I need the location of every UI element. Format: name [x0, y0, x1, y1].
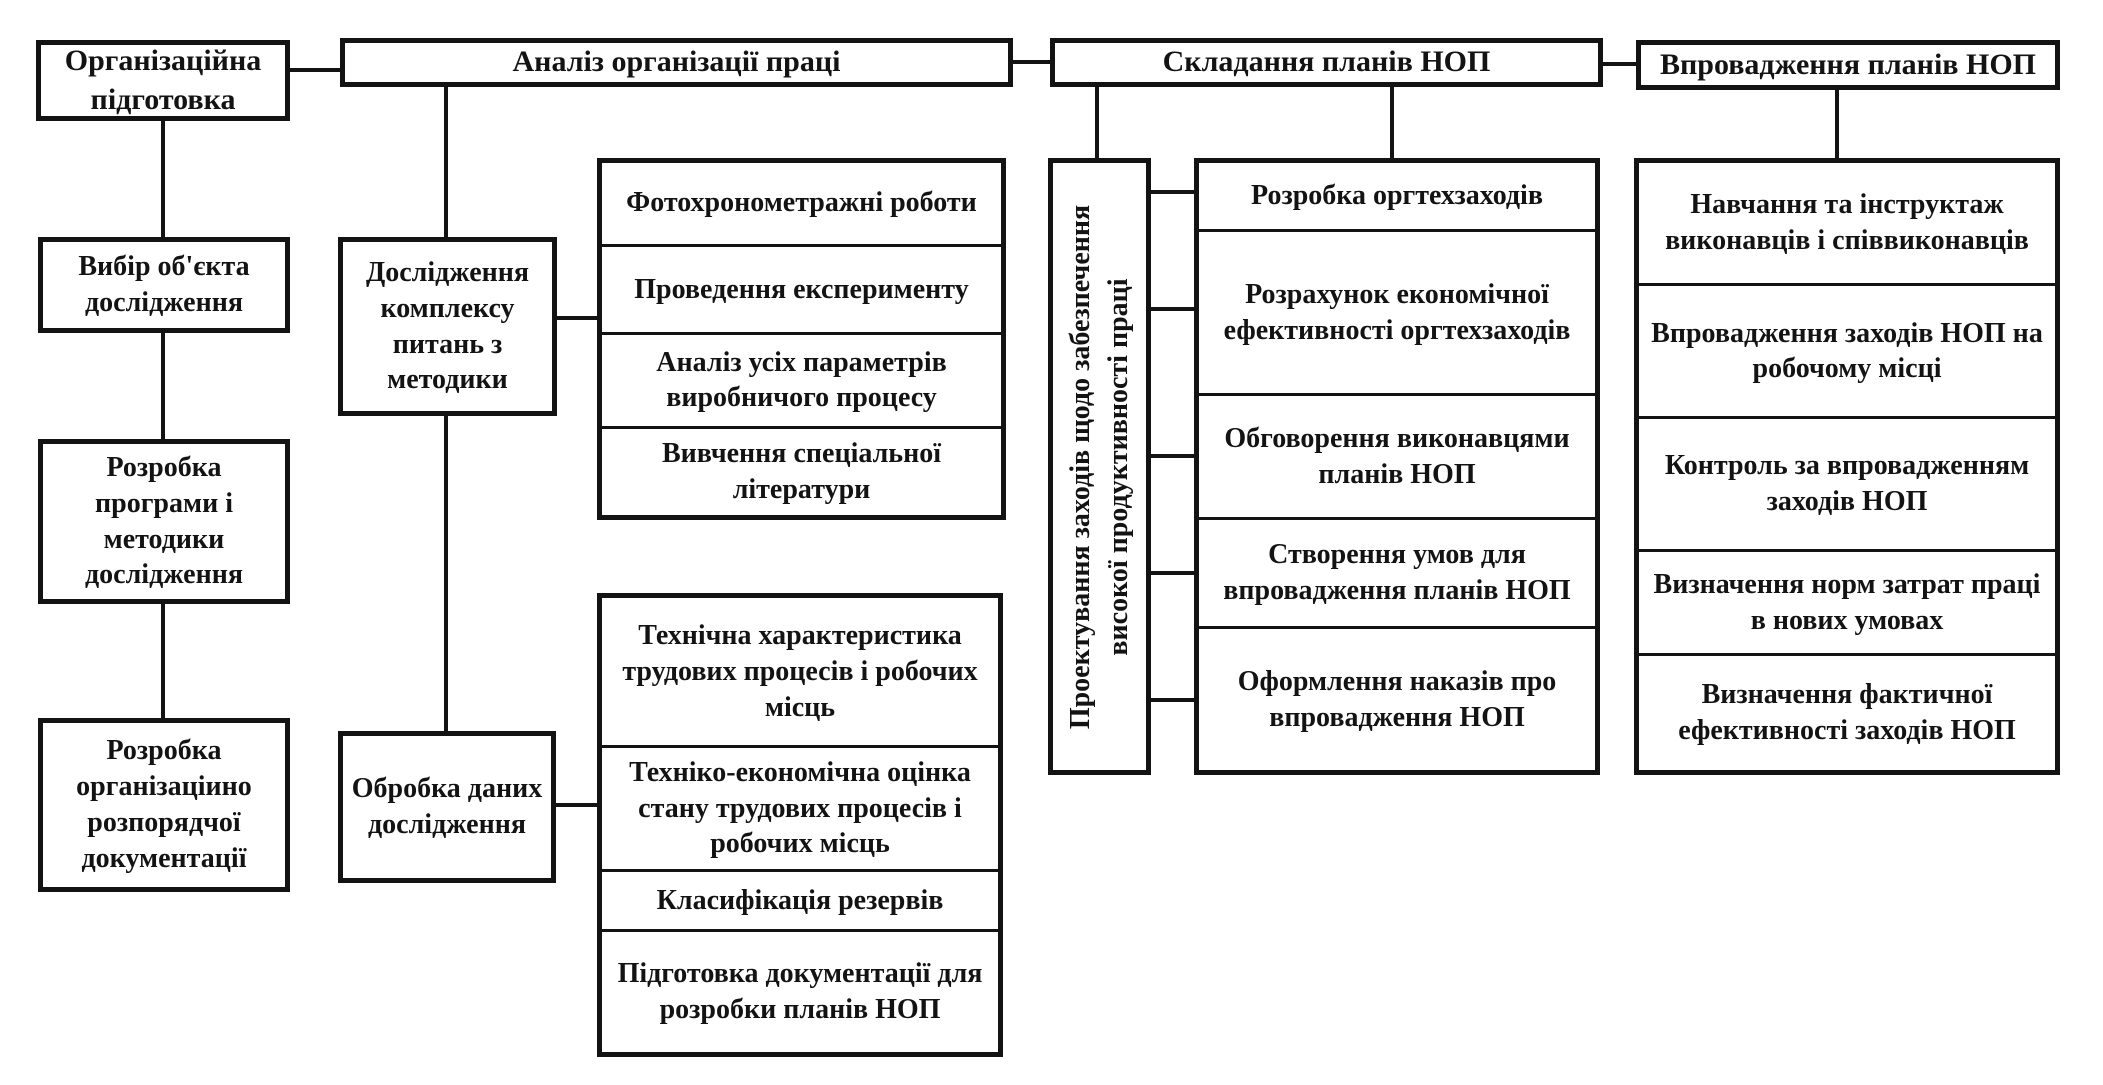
header-org-preparation: Організаційна підготовка [36, 40, 290, 121]
connector-planning-verticalbox [1095, 87, 1099, 158]
stack-planning-cell-conditions: Створення умов для впровадження планів НОП [1199, 517, 1595, 626]
connector-orgprep-selectobject [161, 121, 165, 237]
stack-implementation-cell-control: Контроль за впровадженням заходів НОП [1639, 416, 2055, 549]
stack-processing-cell-tech-characteristics: Технічна характеристика трудових процесів і робочих місць [622, 619, 978, 723]
connector-implementation-implementationstack [1835, 90, 1839, 158]
stack-implementation [1634, 158, 2060, 775]
stack-methods-cell-experiment: Проведення експерименту [602, 244, 1001, 332]
stack-planning-cell-orders: Оформлення наказів про впровадження НОП [1199, 626, 1595, 770]
vertical-text-design-measures: Проектування заходів щодо забезпечення високої продуктивності праці [1064, 204, 1134, 729]
connector-orgprep-analysis [290, 68, 340, 72]
stack-methods-cell-parameters: Аналіз усіх параметрів виробничого процесу [602, 332, 1001, 426]
stack-planning-cell-discussion: Обговорення виконавцями планів НОП [1199, 393, 1595, 517]
stack-planning-cell-orgtech-development: Розробка оргтехзаходів [1251, 180, 1543, 212]
box-design-measures-vertical [1048, 158, 1151, 775]
connector-methodscomplex-dataprocessing [444, 416, 448, 731]
box-methods-complex: Дослідження комплексу питань з методики [338, 237, 557, 416]
connector-vertical-planning-1 [1151, 190, 1194, 194]
connector-vertical-planning-2 [1151, 307, 1194, 311]
connector-planning-planningstack [1390, 87, 1394, 158]
stack-implementation-cell-actual-efficiency: Визначення фактичної ефективності заходів НОП [1639, 653, 2055, 770]
stack-implementation-cell-training: Навчання та інструктаж виконавців і співвиконавців [1665, 189, 2029, 257]
stack-processing-cell-reserves-classification: Класифікація резервів [602, 869, 998, 930]
connector-analysis-planning [1013, 60, 1050, 64]
stack-implementation-cell-workplace: Впровадження заходів НОП на робочому місці [1639, 283, 2055, 416]
connector-selectobject-programmethod [161, 333, 165, 439]
stack-planning-cell-econ-efficiency: Розрахунок економічної ефективності оргтехзаходів [1199, 229, 1595, 393]
stack-methods-cell-photochronometry: Фотохронометражні роботи [626, 187, 977, 219]
connector-vertical-planning-3 [1151, 454, 1194, 458]
box-select-object: Вибір об'єкта дослідження [38, 237, 290, 333]
box-program-method: Розробка програми і методики дослідження [38, 439, 290, 604]
connector-vertical-planning-5 [1151, 698, 1194, 702]
header-planning: Складання планів НОП [1050, 38, 1603, 87]
connector-dataprocessing-processingstack [556, 803, 597, 807]
connector-analysis-methodscomplex [444, 87, 448, 237]
stack-methods [597, 158, 1006, 520]
stack-methods-cell-literature: Вивчення спеціальної літератури [602, 426, 1001, 515]
box-data-processing: Обробка даних дослідження [338, 731, 556, 883]
connector-planning-implementation [1603, 62, 1636, 66]
connector-methodscomplex-methodsstack [557, 316, 597, 320]
header-analysis: Аналіз організації праці [340, 38, 1013, 87]
box-org-docs: Розробка організаціино розпорядчої документації [38, 718, 290, 892]
header-implementation: Впровадження планів НОП [1636, 40, 2060, 90]
connector-programmethod-orgdocs [161, 604, 165, 718]
connector-vertical-planning-4 [1151, 571, 1194, 575]
stack-implementation-cell-labor-norms: Визначення норм затрат праці в нових умовах [1639, 549, 2055, 653]
stack-planning [1194, 158, 1600, 775]
stack-processing-cell-tech-econ-assessment: Техніко-економічна оцінка стану трудових процесів і робочих місць [602, 745, 998, 869]
stack-processing-cell-documentation-prep: Підготовка документації для розробки планів НОП [602, 929, 998, 1052]
stack-processing [597, 593, 1003, 1057]
